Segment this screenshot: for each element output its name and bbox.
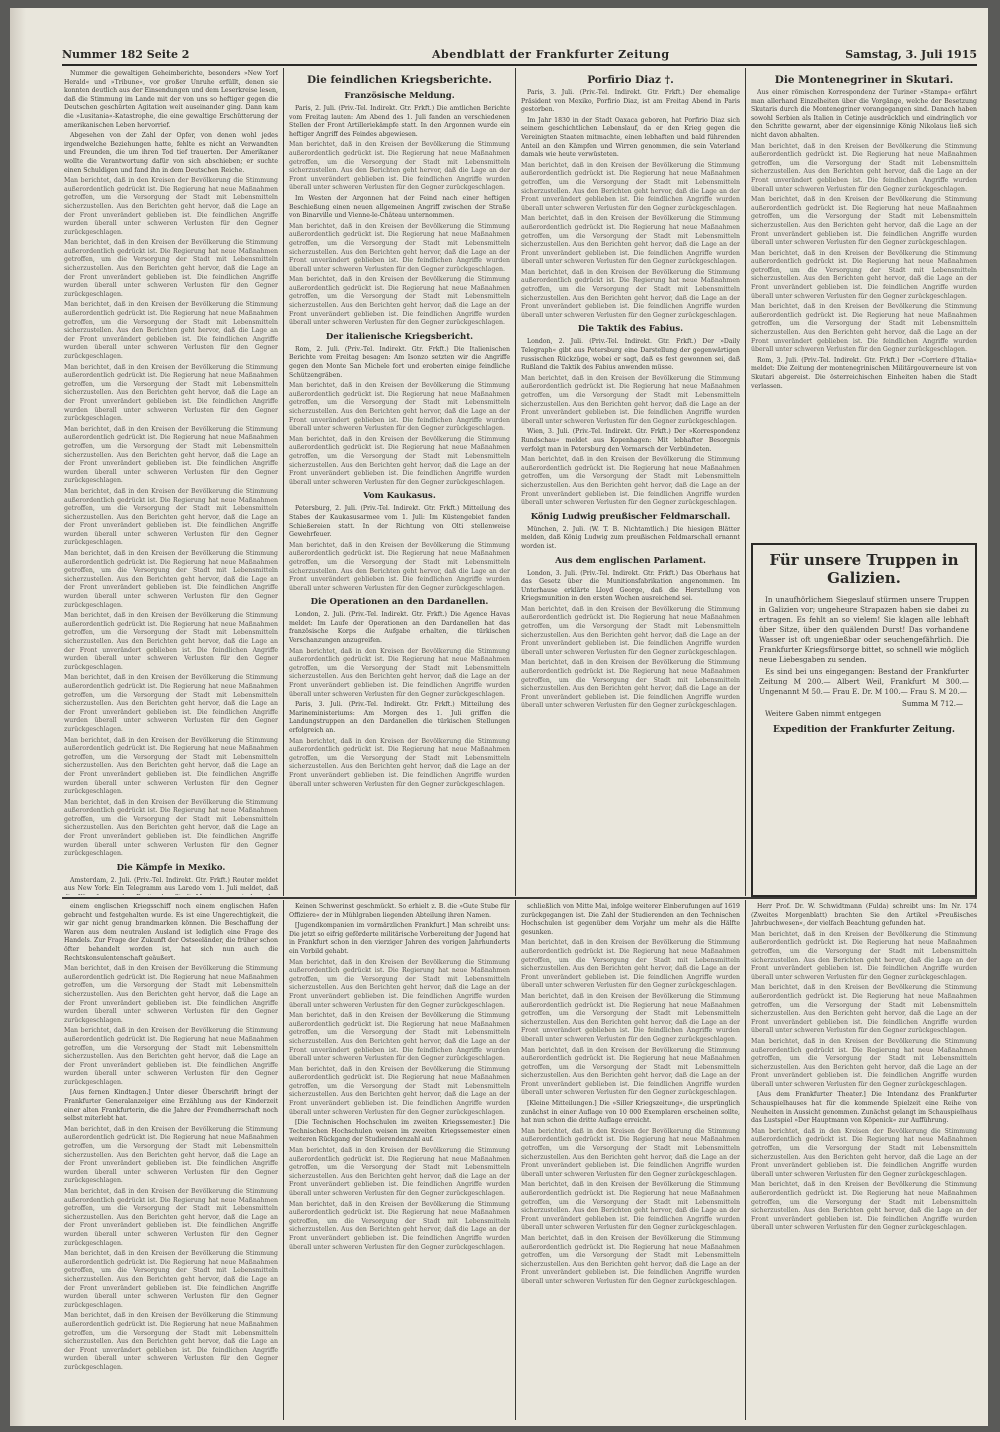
appeal-body: In unaufhörlichem Siegeslauf stürmen unsere Truppen in Galizien vor; ungeheure Strapazen haben sie dabei zu ertragen. Es fehlt an so vielem! Sie klagen alle lebhaft über Sitze, über den quälenden Durst! Das vorhandene Wasser ist oft ungenießbar oder seuchengefährlich. Die Frankfurter Kriegsfürsorge bittet, so schnell wie möglich neue Liebesgaben zu senden.	[759, 595, 969, 664]
article-paragraph: Man berichtet, daß in den Kreisen der Bevölkerung die Stimmung außerordentlich gedrückt ist. Die Regierung hat neue Maßnahmen getroffen, um die Versorgung der Stadt mit Lebensmitteln sicherzustellen. Aus den Berichten geht hervor, daß die Lage an der Front unverändert geblieben ist. Die feindlichen Angriffe wurden überall unter schweren Verlusten für den Gegner zurückgeschlagen.	[521, 215, 740, 266]
article-paragraph: Man berichtet, daß in den Kreisen der Bevölkerung die Stimmung außerordentlich gedrückt ist. Die Regierung hat neue Maßnahmen getroffen, um die Versorgung der Stadt mit Lebensmitteln sicherzustellen. Aus den Berichten geht hervor, daß die Lage an der Front unverändert geblieben ist. Die feindlichen Angriffe wurden überall unter schweren Verlusten für den Gegner zurückgeschlagen.	[521, 659, 740, 710]
column-4	[751, 70, 977, 540]
article-paragraph: Paris, 3. Juli. (Priv.-Tel. Indirekt. Gtr. Frkft.) Der ehemalige Präsident von Mexiko, Porfirio Diaz, ist am Freitag Abend in Paris gestorben.	[521, 89, 740, 114]
article-paragraph: Man berichtet, daß in den Kreisen der Bevölkerung die Stimmung außerordentlich gedrückt ist. Die Regierung hat neue Maßnahmen getroffen, um die Versorgung der Stadt mit Lebensmitteln sicherzustellen. Aus den Berichten geht hervor, daß die Lage an der Front unverändert geblieben ist. Die feindlichen Angriffe wurden überall unter schweren Verlusten für den Gegner zurückgeschlagen.	[64, 798, 278, 858]
article-paragraph: Man berichtet, daß in den Kreisen der Bevölkerung die Stimmung außerordentlich gedrückt ist. Die Regierung hat neue Maßnahmen getroffen, um die Versorgung der Stadt mit Lebensmitteln sicherzustellen. Aus den Berichten geht hervor, daß die Lage an der Front unverändert geblieben ist. Die feindlichen Angriffe wurden überall unter schweren Verlusten für den Gegner zurückgeschlagen.	[521, 374, 740, 425]
headline-montenegriner: Die Montenegriner in Skutari.	[774, 74, 954, 86]
article-paragraph: Abgesehen von der Zahl der Opfer, von denen wohl jedes irgendwelche Beziehungen hatte, fehlte es nicht an Verwandten und Freunden, die um ihren Tod tief trauerten. Der Amerikaner wollte die Verantwortung dafür von sich abschieben; er suchte einen Schuldigen und fand ihn in dem Deutschen Reiche.	[64, 132, 278, 174]
article-paragraph: Man berichtet, daß in den Kreisen der Bevölkerung die Stimmung außerordentlich gedrückt ist. Die Regierung hat neue Maßnahmen getroffen, um die Versorgung der Stadt mit Lebensmitteln sicherzustellen. Aus den Berichten geht hervor, daß die Lage an der Front unverändert geblieben ist. Die feindlichen Angriffe wurden überall unter schweren Verlusten für den Gegner zurückgeschlagen.	[289, 382, 510, 433]
column-rule	[515, 900, 516, 1420]
article-paragraph: Man berichtet, daß in den Kreisen der Bevölkerung die Stimmung außerordentlich gedrückt ist. Die Regierung hat neue Maßnahmen getroffen, um die Versorgung der Stadt mit Lebensmitteln sicherzustellen. Aus den Berichten geht hervor, daß die Lage an der Front unverändert geblieben ist. Die feindlichen Angriffe wurden überall unter schweren Verlusten für den Gegner zurückgeschlagen.	[289, 541, 510, 592]
column-rule	[745, 68, 746, 896]
article-paragraph: [Kleine Mitteilungen.] Die »Siller Kriegszeitung«, die ursprünglich zunächst in einer Auflage von 10 000 Exemplaren erscheinen sollte, hat nun schon die dritte Auflage erreicht.	[521, 1100, 740, 1125]
article-paragraph: Man berichtet, daß in den Kreisen der Bevölkerung die Stimmung außerordentlich gedrückt ist. Die Regierung hat neue Maßnahmen getroffen, um die Versorgung der Stadt mit Lebensmitteln sicherzustellen. Aus den Berichten geht hervor, daß die Lage an der Front unverändert geblieben ist. Die feindlichen Angriffe wurden überall unter schweren Verlusten für den Gegner zurückgeschlagen.	[751, 1127, 977, 1178]
article-paragraph: Man berichtet, daß in den Kreisen der Bevölkerung die Stimmung außerordentlich gedrückt ist. Die Regierung hat neue Maßnahmen getroffen, um die Versorgung der Stadt mit Lebensmitteln sicherzustellen. Aus den Berichten geht hervor, daß die Lage an der Front unverändert geblieben ist. Die feindlichen Angriffe wurden überall unter schweren Verlusten für den Gegner zurückgeschlagen.	[289, 1012, 510, 1063]
article-paragraph: Man berichtet, daß in den Kreisen der Bevölkerung die Stimmung außerordentlich gedrückt ist. Die Regierung hat neue Maßnahmen getroffen, um die Versorgung der Stadt mit Lebensmitteln sicherzustellen. Aus den Berichten geht hervor, daß die Lage an der Front unverändert geblieben ist. Die feindlichen Angriffe wurden überall unter schweren Verlusten für den Gegner zurückgeschlagen.	[751, 249, 977, 300]
article-paragraph: Man berichtet, daß in den Kreisen der Bevölkerung die Stimmung außerordentlich gedrückt ist. Die Regierung hat neue Maßnahmen getroffen, um die Versorgung der Stadt mit Lebensmitteln sicherzustellen. Aus den Berichten geht hervor, daß die Lage an der Front unverändert geblieben ist. Die feindlichen Angriffe wurden überall unter schweren Verlusten für den Gegner zurückgeschlagen.	[289, 1065, 510, 1116]
article-paragraph: Man berichtet, daß in den Kreisen der Bevölkerung die Stimmung außerordentlich gedrückt ist. Die Regierung hat neue Maßnahmen getroffen, um die Versorgung der Stadt mit Lebensmitteln sicherzustellen. Aus den Berichten geht hervor, daß die Lage an der Front unverändert geblieben ist. Die feindlichen Angriffe wurden überall unter schweren Verlusten für den Gegner zurückgeschlagen.	[521, 161, 740, 212]
article-paragraph: Man berichtet, daß in den Kreisen der Bevölkerung die Stimmung außerordentlich gedrückt ist. Die Regierung hat neue Maßnahmen getroffen, um die Versorgung der Stadt mit Lebensmitteln sicherzustellen. Aus den Berichten geht hervor, daß die Lage an der Front unverändert geblieben ist. Die feindlichen Angriffe wurden überall unter schweren Verlusten für den Gegner zurückgeschlagen.	[521, 1234, 740, 1285]
article-paragraph: Man berichtet, daß in den Kreisen der Bevölkerung die Stimmung außerordentlich gedrückt ist. Die Regierung hat neue Maßnahmen getroffen, um die Versorgung der Stadt mit Lebensmitteln sicherzustellen. Aus den Berichten geht hervor, daß die Lage an der Front unverändert geblieben ist. Die feindlichen Angriffe wurden überall unter schweren Verlusten für den Gegner zurückgeschlagen.	[64, 177, 278, 236]
appeal-text	[753, 595, 975, 735]
page-fold-shadow	[10, 8, 26, 1426]
article-paragraph: Man berichtet, daß in den Kreisen der Bevölkerung die Stimmung außerordentlich gedrückt ist. Die Regierung hat neue Maßnahmen getroffen, um die Versorgung der Stadt mit Lebensmitteln sicherzustellen. Aus den Berichten geht hervor, daß die Lage an der Front unverändert geblieben ist. Die feindlichen Angriffe wurden überall unter schweren Verlusten für den Gegner zurückgeschlagen.	[64, 1125, 278, 1185]
article-paragraph: Man berichtet, daß in den Kreisen der Bevölkerung die Stimmung außerordentlich gedrückt ist. Die Regierung hat neue Maßnahmen getroffen, um die Versorgung der Stadt mit Lebensmitteln sicherzustellen. Aus den Berichten geht hervor, daß die Lage an der Front unverändert geblieben ist. Die feindlichen Angriffe wurden überall unter schweren Verlusten für den Gegner zurückgeschlagen.	[521, 268, 740, 319]
subhead-dardanellen: Die Operationen an den Dardanellen.	[310, 597, 489, 608]
article-paragraph: Wien, 3. Juli. (Priv.-Tel. Indirekt. Gtr. Frkft.) Der »Korrespondenz Rundschau« meldet aus Kopenhagen: Mit lebhafter Besorgnis verfolgt man in Petersburg den Vormarsch der Verbündeten.	[521, 428, 740, 453]
column-2	[289, 70, 510, 895]
article-paragraph: Man berichtet, daß in den Kreisen der Bevölkerung die Stimmung außerordentlich gedrückt ist. Die Regierung hat neue Maßnahmen getroffen, um die Versorgung der Stadt mit Lebensmitteln sicherzustellen. Aus den Berichten geht hervor, daß die Lage an der Front unverändert geblieben ist. Die feindlichen Angriffe wurden überall unter schweren Verlusten für den Gegner zurückgeschlagen.	[521, 992, 740, 1043]
article-paragraph: Amsterdam, 2. Juli. (Priv.-Tel. Indirekt. Gtr. Frkft.) Reuter meldet aus New York: Ein Telegramm aus Laredo vom 1. Juli meldet, daß	[64, 876, 278, 893]
article-paragraph: Man berichtet, daß in den Kreisen der Bevölkerung die Stimmung außerordentlich gedrückt ist. Die Regierung hat neue Maßnahmen getroffen, um die Versorgung der Stadt mit Lebensmitteln sicherzustellen. Aus den Berichten geht hervor, daß die Lage an der Front unverändert geblieben ist. Die feindlichen Angriffe wurden überall unter schweren Verlusten für den Gegner zurückgeschlagen.	[521, 456, 740, 507]
article-paragraph: schließlich von Mitte Mai, infolge weiterer Einberufungen auf 1619 zurückgegangen ist. Die Zahl der Studierenden an den Technischen Hochschulen ist gegenüber dem Vorjahr um mehr als die Hälfte gesunken.	[521, 903, 740, 936]
lower-column-4	[751, 903, 977, 1418]
article-paragraph: Man berichtet, daß in den Kreisen der Bevölkerung die Stimmung außerordentlich gedrückt ist. Die Regierung hat neue Maßnahmen getroffen, um die Versorgung der Stadt mit Lebensmitteln sicherzustellen. Aus den Berichten geht hervor, daß die Lage an der Front unverändert geblieben ist. Die feindlichen Angriffe wurden überall unter schweren Verlusten für den Gegner zurückgeschlagen.	[64, 965, 278, 1024]
article-paragraph: München, 2. Juli. (W. T. B. Nichtamtlich.) Die hiesigen Blätter melden, daß König Ludwig zum preußischen Feldmarschall ernannt worden ist.	[521, 525, 740, 550]
appeal-title: Für unsere Truppen in Galizien.	[769, 551, 959, 587]
article-paragraph: London, 2. Juli. (Priv.-Tel. Indirekt. Gtr. Frkft.) Der »Daily Telegraph« gibt aus Petersburg eine Darstellung der gegenwärtigen russischen Rückzüge, wobei er sagt, daß es fest gewonnen sei, daß Rußland die Taktik des Fabius anwenden müsse.	[521, 338, 740, 372]
headline-diaz: Porfirio Diaz †.	[587, 74, 674, 86]
article-paragraph: Man berichtet, daß in den Kreisen der Bevölkerung die Stimmung außerordentlich gedrückt ist. Die Regierung hat neue Maßnahmen getroffen, um die Versorgung der Stadt mit Lebensmitteln sicherzustellen. Aus den Berichten geht hervor, daß die Lage an der Front unverändert geblieben ist. Die feindlichen Angriffe wurden überall unter schweren Verlusten für den Gegner zurückgeschlagen.	[64, 674, 278, 733]
article-paragraph: Man berichtet, daß in den Kreisen der Bevölkerung die Stimmung außerordentlich gedrückt ist. Die Regierung hat neue Maßnahmen getroffen, um die Versorgung der Stadt mit Lebensmitteln sicherzustellen. Aus den Berichten geht hervor, daß die Lage an der Front unverändert geblieben ist. Die feindlichen Angriffe wurden überall unter schweren Verlusten für den Gegner zurückgeschlagen.	[521, 1181, 740, 1232]
column-rule	[515, 68, 516, 896]
appeal-box	[751, 543, 977, 897]
article-paragraph: Man berichtet, daß in den Kreisen der Bevölkerung die Stimmung außerordentlich gedrückt ist. Die Regierung hat neue Maßnahmen getroffen, um die Versorgung der Stadt mit Lebensmitteln sicherzustellen. Aus den Berichten geht hervor, daß die Lage an der Front unverändert geblieben ist. Die feindlichen Angriffe wurden überall unter schweren Verlusten für den Gegner zurückgeschlagen.	[289, 1200, 510, 1251]
headline-mexiko: Die Kämpfe in Mexiko.	[116, 862, 226, 873]
article-paragraph: Herr Prof. Dr. W. Schwidtmann (Fulda) schreibt uns: Im Nr. 174 (Zweites Morgenblatt) brachten Sie den Artikel »Preußisches Jahrbuchwesen«, der vielfach Beachtung gefunden hat.	[751, 903, 977, 928]
article-paragraph: Man berichtet, daß in den Kreisen der Bevölkerung die Stimmung außerordentlich gedrückt ist. Die Regierung hat neue Maßnahmen getroffen, um die Versorgung der Stadt mit Lebensmitteln sicherzustellen. Aus den Berichten geht hervor, daß die Lage an der Front unverändert geblieben ist. Die feindlichen Angriffe wurden überall unter schweren Verlusten für den Gegner zurückgeschlagen.	[64, 487, 278, 547]
lower-column-3	[521, 903, 740, 1418]
article-paragraph: Man berichtet, daß in den Kreisen der Bevölkerung die Stimmung außerordentlich gedrückt ist. Die Regierung hat neue Maßnahmen getroffen, um die Versorgung der Stadt mit Lebensmitteln sicherzustellen. Aus den Berichten geht hervor, daß die Lage an der Front unverändert geblieben ist. Die feindlichen Angriffe wurden überall unter schweren Verlusten für den Gegner zurückgeschlagen.	[751, 984, 977, 1035]
subhead-ludwig: König Ludwig preußischer Feldmarschall.	[530, 511, 731, 522]
article-paragraph: einem englischen Kriegsschiff noch einem englischen Hafen gebracht und festgehalten wurde. Es ist eine Ungerechtigkeit, die wir gar nicht genug brandmarken können. Die Beschaffung der Waren aus dem neutralen Ausland ist lediglich eine Frage des Handels. Zur Frage der Zukunft der Ostseeländer, die früher schon öfter behandelt worden ist, hat sich nun auch die Rechtskonsulentenschaft geäußert.	[64, 903, 278, 962]
article-paragraph: Im Jahr 1830 in der Stadt Oaxaca geboren, hat Porfirio Diaz sich seinem geschichtlichen Lebenslauf, da er den Krieg gegen die Vereinigten Staaten mitmachte, einen lebhaften und bald führenden Anteil an den Kämpfen und Wirren genommen, die sein Vaterland damals wie heute verwüsteten.	[521, 116, 740, 159]
article-paragraph: Keinen Schwerinst geschmückt. So erhielt z. B. die »Gute Stube für Offiziere« der in Mühlgraben liegenden Abteilung ihren Namen.	[289, 903, 510, 919]
subhead-franzoesisch: Französische Meldung.	[344, 91, 455, 101]
article-paragraph: Rom, 2. Juli. (Priv.-Tel. Indirekt. Gtr. Frkft.) Die Italienischen Berichte vom Freitag besagen: Am Isonzo setzten wir die Angriffe gegen den Monte San Michele fort und eroberten einige feindliche Schützengräben.	[289, 345, 510, 379]
article-paragraph: Man berichtet, daß in den Kreisen der Bevölkerung die Stimmung außerordentlich gedrückt ist. Die Regierung hat neue Maßnahmen getroffen, um die Versorgung der Stadt mit Lebensmitteln sicherzustellen. Aus den Berichten geht hervor, daß die Lage an der Front unverändert geblieben ist. Die feindlichen Angriffe wurden überall unter schweren Verlusten für den Gegner zurückgeschlagen.	[521, 1127, 740, 1178]
lower-column-1	[64, 903, 278, 1418]
article-paragraph: Paris, 2. Juli. (Priv.-Tel. Indirekt. Gtr. Frkft.) Die amtlichen Berichte vom Freitag lauten: Am Abend des 1. Juli fanden an verschiedenen Stellen der Front Artilleriekämpfe statt. In den Argonnen wurde ein heftiger Angriff des Feindes abgewiesen.	[289, 105, 510, 138]
article-paragraph: Man berichtet, daß in den Kreisen der Bevölkerung die Stimmung außerordentlich gedrückt ist. Die Regierung hat neue Maßnahmen getroffen, um die Versorgung der Stadt mit Lebensmitteln sicherzustellen. Aus den Berichten geht hervor, daß die Lage an der Front unverändert geblieben ist. Die feindlichen Angriffe wurden überall unter schweren Verlusten für den Gegner zurückgeschlagen.	[289, 1147, 510, 1197]
article-paragraph: Man berichtet, daß in den Kreisen der Bevölkerung die Stimmung außerordentlich gedrückt ist. Die Regierung hat neue Maßnahmen getroffen, um die Versorgung der Stadt mit Lebensmitteln sicherzustellen. Aus den Berichten geht hervor, daß die Lage an der Front unverändert geblieben ist. Die feindlichen Angriffe wurden überall unter schweren Verlusten für den Gegner zurückgeschlagen.	[521, 939, 740, 990]
column-1	[64, 70, 278, 895]
column-rule	[283, 68, 284, 896]
article-paragraph: Man berichtet, daß in den Kreisen der Bevölkerung die Stimmung außerordentlich gedrückt ist. Die Regierung hat neue Maßnahmen getroffen, um die Versorgung der Stadt mit Lebensmitteln sicherzustellen. Aus den Berichten geht hervor, daß die Lage an der Front unverändert geblieben ist. Die feindlichen Angriffe wurden überall unter schweren Verlusten für den Gegner zurückgeschlagen.	[64, 425, 278, 485]
article-paragraph: Nummer die gewaltigen Geheimberichte, besonders »New Yorf Herald« und »Tribune«, vor großer Unruhe erfüllt, denen sie konnten deutlich aus der Einsendungen und dem Leserkreise lesen, daß die Stimmung im Lande mit der von uns so heftiger gegen die Deutschen geschürten Agitation weit auseinander ging. Dann kam die »Lusitania«-Katastrophe, die eine gewaltige Erschütterung der amerikanischen Leben hervorrief.	[64, 70, 278, 129]
article-paragraph: London, 3. Juli. (Priv.-Tel. Indirekt. Gtr. Frkft.) Das Oberhaus hat das Gesetz über die Munitionsfabrikation angenommen. Im Unterhause erklärte Lloyd George, daß die Herstellung von Kriegsmunition in den ersten Wochen ausreichend sei.	[521, 569, 740, 603]
article-paragraph: Man berichtet, daß in den Kreisen der Bevölkerung die Stimmung außerordentlich gedrückt ist. Die Regierung hat neue Maßnahmen getroffen, um die Versorgung der Stadt mit Lebensmitteln sicherzustellen. Aus den Berichten geht hervor, daß die Lage an der Front unverändert geblieben ist. Die feindlichen Angriffe wurden überall unter schweren Verlusten für den Gegner zurückgeschlagen.	[64, 239, 278, 298]
article-paragraph: Man berichtet, daß in den Kreisen der Bevölkerung die Stimmung außerordentlich gedrückt ist. Die Regierung hat neue Maßnahmen getroffen, um die Versorgung der Stadt mit Lebensmitteln sicherzustellen. Aus den Berichten geht hervor, daß die Lage an der Front unverändert geblieben ist. Die feindlichen Angriffe wurden überall unter schweren Verlusten für den Gegner zurückgeschlagen.	[289, 958, 510, 1009]
article-paragraph: Man berichtet, daß in den Kreisen der Bevölkerung die Stimmung außerordentlich gedrückt ist. Die Regierung hat neue Maßnahmen getroffen, um die Versorgung der Stadt mit Lebensmitteln sicherzustellen. Aus den Berichten geht hervor, daß die Lage an der Front unverändert geblieben ist. Die feindlichen Angriffe wurden überall unter schweren Verlusten für den Gegner zurückgeschlagen.	[289, 435, 510, 486]
column-3	[521, 70, 740, 895]
appeal-more: Weitere Gaben nimmt entgegen	[765, 709, 882, 718]
article-paragraph: Man berichtet, daß in den Kreisen der Bevölkerung die Stimmung außerordentlich gedrückt ist. Die Regierung hat neue Maßnahmen getroffen, um die Versorgung der Stadt mit Lebensmitteln sicherzustellen. Aus den Berichten geht hervor, daß die Lage an der Front unverändert geblieben ist. Die feindlichen Angriffe wurden überall unter schweren Verlusten für den Gegner zurückgeschlagen.	[64, 1312, 278, 1371]
appeal-signature: Expedition der Frankfurter Zeitung.	[773, 725, 955, 735]
lower-column-2	[289, 903, 510, 1418]
article-paragraph: [Die Technischen Hochschulen im zweiten Kriegssemester.] Die Technischen Hochschulen weisen im zweiten Kriegssemester einen weiteren Rückgang der Studierendenzahl auf.	[289, 1119, 510, 1144]
subhead-kaukasus: Vom Kaukasus.	[363, 491, 436, 502]
article-paragraph: Man berichtet, daß in den Kreisen der Bevölkerung die Stimmung außerordentlich gedrückt ist. Die Regierung hat neue Maßnahmen getroffen, um die Versorgung der Stadt mit Lebensmitteln sicherzustellen. Aus den Berichten geht hervor, daß die Lage an der Front unverändert geblieben ist. Die feindlichen Angriffe wurden überall unter schweren Verlusten für den Gegner zurückgeschlagen.	[64, 301, 278, 360]
article-paragraph: Man berichtet, daß in den Kreisen der Bevölkerung die Stimmung außerordentlich gedrückt ist. Die Regierung hat neue Maßnahmen getroffen, um die Versorgung der Stadt mit Lebensmitteln sicherzustellen. Aus den Berichten geht hervor, daß die Lage an der Front unverändert geblieben ist. Die feindlichen Angriffe wurden überall unter schweren Verlusten für den Gegner zurückgeschlagen.	[64, 363, 278, 423]
article-paragraph: Man berichtet, daß in den Kreisen der Bevölkerung die Stimmung außerordentlich gedrückt ist. Die Regierung hat neue Maßnahmen getroffen, um die Versorgung der Stadt mit Lebensmitteln sicherzustellen. Aus den Berichten geht hervor, daß die Lage an der Front unverändert geblieben ist. Die feindlichen Angriffe wurden überall unter schweren Verlusten für den Gegner zurückgeschlagen.	[289, 276, 510, 327]
article-paragraph: Man berichtet, daß in den Kreisen der Bevölkerung die Stimmung außerordentlich gedrückt ist. Die Regierung hat neue Maßnahmen getroffen, um die Versorgung der Stadt mit Lebensmitteln sicherzustellen. Aus den Berichten geht hervor, daß die Lage an der Front unverändert geblieben ist. Die feindlichen Angriffe wurden überall unter schweren Verlusten für den Gegner zurückgeschlagen.	[751, 303, 977, 354]
article-paragraph: Man berichtet, daß in den Kreisen der Bevölkerung die Stimmung außerordentlich gedrückt ist. Die Regierung hat neue Maßnahmen getroffen, um die Versorgung der Stadt mit Lebensmitteln sicherzustellen. Aus den Berichten geht hervor, daß die Lage an der Front unverändert geblieben ist. Die feindlichen Angriffe wurden überall unter schweren Verlusten für den Gegner zurückgeschlagen.	[751, 196, 977, 247]
article-paragraph: Man berichtet, daß in den Kreisen der Bevölkerung die Stimmung außerordentlich gedrückt ist. Die Regierung hat neue Maßnahmen getroffen, um die Versorgung der Stadt mit Lebensmitteln sicherzustellen. Aus den Berichten geht hervor, daß die Lage an der Front unverändert geblieben ist. Die feindlichen Angriffe wurden überall unter schweren Verlusten für den Gegner zurückgeschlagen.	[64, 1188, 278, 1247]
article-paragraph: Man berichtet, daß in den Kreisen der Bevölkerung die Stimmung außerordentlich gedrückt ist. Die Regierung hat neue Maßnahmen getroffen, um die Versorgung der Stadt mit Lebensmitteln sicherzustellen. Aus den Berichten geht hervor, daß die Lage an der Front unverändert geblieben ist. Die feindlichen Angriffe wurden überall unter schweren Verlusten für den Gegner zurückgeschlagen.	[64, 1250, 278, 1309]
newspaper-title: Abendblatt der Frankfurter Zeitung	[432, 48, 670, 61]
issue-number: Nummer 182 Seite 2	[62, 48, 190, 61]
article-paragraph: Man berichtet, daß in den Kreisen der Bevölkerung die Stimmung außerordentlich gedrückt ist. Die Regierung hat neue Maßnahmen getroffen, um die Versorgung der Stadt mit Lebensmitteln sicherzustellen. Aus den Berichten geht hervor, daß die Lage an der Front unverändert geblieben ist. Die feindlichen Angriffe wurden überall unter schweren Verlusten für den Gegner zurückgeschlagen.	[521, 1046, 740, 1097]
section-rule	[62, 897, 977, 899]
article-paragraph: Man berichtet, daß in den Kreisen der Bevölkerung die Stimmung außerordentlich gedrückt ist. Die Regierung hat neue Maßnahmen getroffen, um die Versorgung der Stadt mit Lebensmitteln sicherzustellen. Aus den Berichten geht hervor, daß die Lage an der Front unverändert geblieben ist. Die feindlichen Angriffe wurden überall unter schweren Verlusten für den Gegner zurückgeschlagen.	[751, 142, 977, 193]
headline-kriegsberichte: Die feindlichen Kriegsberichte.	[307, 74, 492, 86]
masthead	[62, 46, 977, 66]
article-paragraph: [Jugendkompanien im vormärzlichen Frankfurt.] Man schreibt uns: Die jetzt so eifrig geförderte militärische Vorbereitung der Jugend hat in Frankfurt schon in den vierziger Jahren des vorigen Jahrhunderts ein Vorbild gehabt.	[289, 922, 510, 955]
article-paragraph: Man berichtet, daß in den Kreisen der Bevölkerung die Stimmung außerordentlich gedrückt ist. Die Regierung hat neue Maßnahmen getroffen, um die Versorgung der Stadt mit Lebensmitteln sicherzustellen. Aus den Berichten geht hervor, daß die Lage an der Front unverändert geblieben ist. Die feindlichen Angriffe wurden überall unter schweren Verlusten für den Gegner zurückgeschlagen.	[751, 930, 977, 981]
issue-date: Samstag, 3. Juli 1915	[845, 48, 977, 61]
article-paragraph: Im Westen der Argonnen hat der Feind nach einer heftigen Beschießung einen neuen allgemeinen Angriff zwischen der Straße von Binarville und Vienne-le-Château unternommen.	[289, 194, 510, 220]
article-paragraph: Man berichtet, daß in den Kreisen der Bevölkerung die Stimmung außerordentlich gedrückt ist. Die Regierung hat neue Maßnahmen getroffen, um die Versorgung der Stadt mit Lebensmitteln sicherzustellen. Aus den Berichten geht hervor, daß die Lage an der Front unverändert geblieben ist. Die feindlichen Angriffe wurden überall unter schweren Verlusten für den Gegner zurückgeschlagen.	[289, 647, 510, 698]
article-paragraph: Man berichtet, daß in den Kreisen der Bevölkerung die Stimmung außerordentlich gedrückt ist. Die Regierung hat neue Maßnahmen getroffen, um die Versorgung der Stadt mit Lebensmitteln sicherzustellen. Aus den Berichten geht hervor, daß die Lage an der Front unverändert geblieben ist. Die feindlichen Angriffe wurden überall unter schweren Verlusten für den Gegner zurückgeschlagen.	[64, 550, 278, 609]
article-paragraph: [Aus dem Frankfurter Theater.] Die Intendanz des Frankfurter Schauspielhauses hat für die kommende Spielzeit eine Reihe von Neuheiten in Aussicht genommen. Zunächst gelangt im Schauspielhaus das Lustspiel »Der Hauptmann von Köpenick« zur Aufführung.	[751, 1091, 977, 1125]
article-paragraph: Man berichtet, daß in den Kreisen der Bevölkerung die Stimmung außerordentlich gedrückt ist. Die Regierung hat neue Maßnahmen getroffen, um die Versorgung der Stadt mit Lebensmitteln sicherzustellen. Aus den Berichten geht hervor, daß die Lage an der Front unverändert geblieben ist. Die feindlichen Angriffe wurden überall unter schweren Verlusten für den Gegner zurückgeschlagen.	[751, 1037, 977, 1088]
article-paragraph: Rom, 3. Juli. (Priv.-Tel. Indirekt. Gtr. Frkft.) Der »Corriere d'Italia« meldet: Die Zeitung der montenegrinischen Militärgouverneure ist von Skutari abgereist. Die österreichischen Einheiten haben die Stadt verlassen.	[751, 356, 977, 390]
donation-list: Es sind bei uns eingegangen: Bestand der Frankfurter Zeitung M 200.— Albert Weil, Frankfurt M 300.— Ungenannt M 50.— Frau E. Dr. M 100.— Frau S. M 20.—	[759, 667, 969, 696]
article-paragraph: Man berichtet, daß in den Kreisen der Bevölkerung die Stimmung außerordentlich gedrückt ist. Die Regierung hat neue Maßnahmen getroffen, um die Versorgung der Stadt mit Lebensmitteln sicherzustellen. Aus den Berichten geht hervor, daß die Lage an der Front unverändert geblieben ist. Die feindlichen Angriffe wurden überall unter schweren Verlusten für den Gegner zurückgeschlagen.	[289, 222, 510, 273]
newspaper-page	[10, 8, 988, 1426]
article-paragraph: Man berichtet, daß in den Kreisen der Bevölkerung die Stimmung außerordentlich gedrückt ist. Die Regierung hat neue Maßnahmen getroffen, um die Versorgung der Stadt mit Lebensmitteln sicherzustellen. Aus den Berichten geht hervor, daß die Lage an der Front unverändert geblieben ist. Die feindlichen Angriffe wurden überall unter schweren Verlusten für den Gegner zurückgeschlagen.	[64, 612, 278, 671]
article-paragraph: Man berichtet, daß in den Kreisen der Bevölkerung die Stimmung außerordentlich gedrückt ist. Die Regierung hat neue Maßnahmen getroffen, um die Versorgung der Stadt mit Lebensmitteln sicherzustellen. Aus den Berichten geht hervor, daß die Lage an der Front unverändert geblieben ist. Die feindlichen Angriffe wurden überall unter schweren Verlusten für den Gegner zurückgeschlagen.	[289, 737, 510, 788]
article-paragraph: Man berichtet, daß in den Kreisen der Bevölkerung die Stimmung außerordentlich gedrückt ist. Die Regierung hat neue Maßnahmen getroffen, um die Versorgung der Stadt mit Lebensmitteln sicherzustellen. Aus den Berichten geht hervor, daß die Lage an der Front unverändert geblieben ist. Die feindlichen Angriffe wurden überall unter schweren Verlusten für den Gegner zurückgeschlagen.	[751, 1181, 977, 1232]
article-paragraph: Man berichtet, daß in den Kreisen der Bevölkerung die Stimmung außerordentlich gedrückt ist. Die Regierung hat neue Maßnahmen getroffen, um die Versorgung der Stadt mit Lebensmitteln sicherzustellen. Aus den Berichten geht hervor, daß die Lage an der Front unverändert geblieben ist. Die feindlichen Angriffe wurden überall unter schweren Verlusten für den Gegner zurückgeschlagen.	[64, 1027, 278, 1086]
donation-sum: Summa M 712.—	[902, 700, 963, 708]
article-paragraph: Aus einer römischen Korrespondenz der Turiner »Stampa« erfährt man allerhand Einzelheiten über die Vorgänge, welche der Besetzung Skutaris durch die Montenegriner vorangegangen sind. Danach haben sowohl Serbien als Italien in Cetinje ausdrücklich und eindringlich vor den Schritte gewarnt, aber der eigensinnige König Nikolaus ließ sich nicht davon abhalten.	[751, 89, 977, 139]
article-paragraph: [Aus fernen Kindtagen.] Unter dieser Überschrift bringt der Frankfurter Generalanzeiger eine Erzählung aus der Kinderzeit einer alten Frankfurterin, die die Jahre der Fremdherrschaft noch selbst miterlebt hat.	[64, 1089, 278, 1123]
column-rule	[283, 900, 284, 1420]
article-paragraph: London, 2. Juli. (Priv.-Tel. Indirekt. Gtr. Frkft.) Die Agence Havas meldet: Im Laufe der Operationen an den Dardanellen hat das französische Korps die Aufgabe erhalten, die türkischen Verschanzungen anzugreifen.	[289, 611, 510, 645]
article-paragraph: Petersburg, 2. Juli. (Priv.-Tel. Indirekt. Gtr. Frkft.) Mitteilung des Stabes der Kaukasusarmee vom 1. Juli: Im Küstengebiet fanden Schießereien statt. In der Richtung von Olti stellenweise Gewehrfeuer.	[289, 505, 510, 539]
subhead-italienisch: Der italienische Kriegsbericht.	[325, 331, 474, 342]
subhead-fabius: Die Taktik des Fabius.	[577, 324, 684, 335]
column-rule	[745, 900, 746, 1420]
article-paragraph: Man berichtet, daß in den Kreisen der Bevölkerung die Stimmung außerordentlich gedrückt ist. Die Regierung hat neue Maßnahmen getroffen, um die Versorgung der Stadt mit Lebensmitteln sicherzustellen. Aus den Berichten geht hervor, daß die Lage an der Front unverändert geblieben ist. Die feindlichen Angriffe wurden überall unter schweren Verlusten für den Gegner zurückgeschlagen.	[64, 736, 278, 796]
subhead-parlament: Aus dem englischen Parlament.	[555, 555, 706, 566]
article-paragraph: Man berichtet, daß in den Kreisen der Bevölkerung die Stimmung außerordentlich gedrückt ist. Die Regierung hat neue Maßnahmen getroffen, um die Versorgung der Stadt mit Lebensmitteln sicherzustellen. Aus den Berichten geht hervor, daß die Lage an der Front unverändert geblieben ist. Die feindlichen Angriffe wurden überall unter schweren Verlusten für den Gegner zurückgeschlagen.	[289, 141, 510, 192]
article-paragraph: Paris, 3. Juli. (Priv.-Tel. Indirekt. Gtr. Frkft.) Mitteilung des Marineministeriums: Am Morgen des 1. Juli griffen die Landungstruppen an den Dardanellen die türkischen Stellungen erfolgreich an.	[289, 701, 510, 734]
article-paragraph: Man berichtet, daß in den Kreisen der Bevölkerung die Stimmung außerordentlich gedrückt ist. Die Regierung hat neue Maßnahmen getroffen, um die Versorgung der Stadt mit Lebensmitteln sicherzustellen. Aus den Berichten geht hervor, daß die Lage an der Front unverändert geblieben ist. Die feindlichen Angriffe wurden überall unter schweren Verlusten für den Gegner zurückgeschlagen.	[521, 605, 740, 656]
